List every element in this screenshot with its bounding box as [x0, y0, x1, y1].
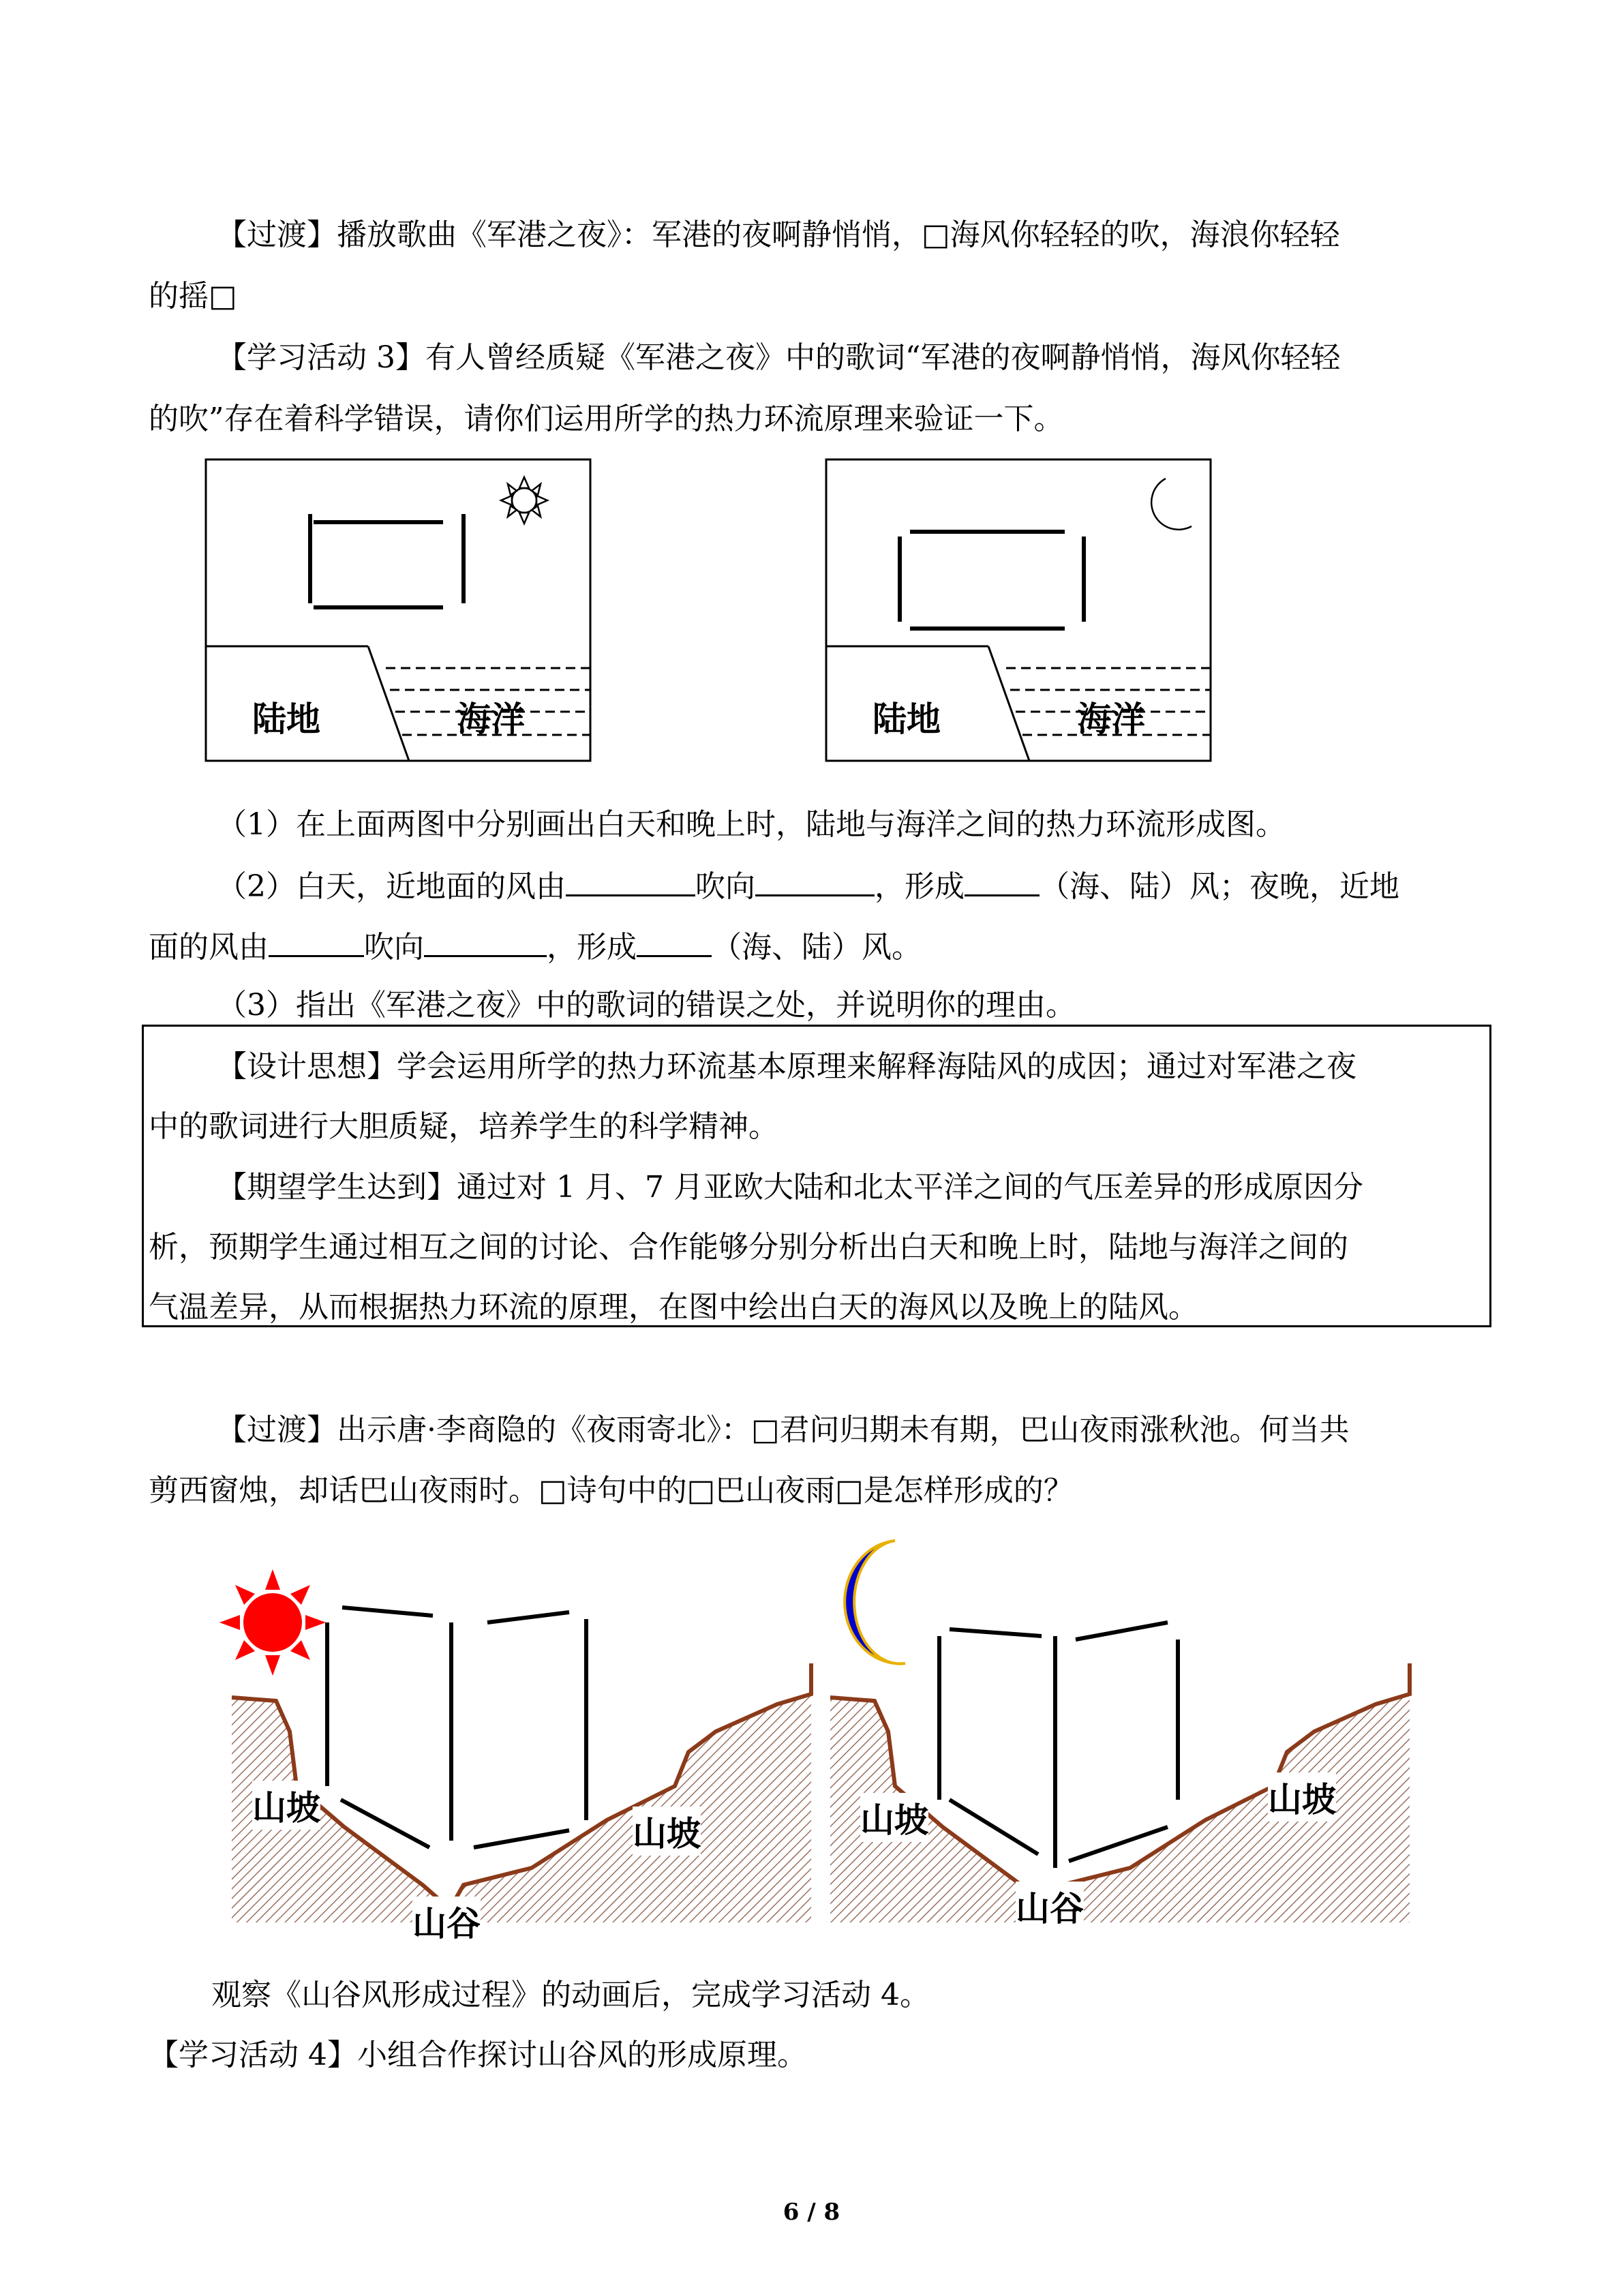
day-valley-panel	[219, 1569, 811, 1922]
night-valley-panel	[830, 1541, 1410, 1922]
question-2-line1	[217, 864, 1399, 907]
question-1: （1）在上面两图中分别画出白天和晚上时，陆地与海洋之间的热力环流形成图。	[217, 807, 1286, 842]
land-sea-diagram	[204, 458, 1213, 765]
slope-label: 山坡	[860, 1793, 928, 1842]
transition-para-line: 剪西窗烛，却话巴山夜雨时。□诗句中的□巴山夜雨□是怎样形成的？	[149, 1473, 1074, 1508]
answer-blank[interactable]	[755, 864, 875, 896]
transition-para-line: 【过渡】播放歌曲《军港之夜》：军港的夜啊静悄悄，□海风你轻轻的吹，海浪你轻轻	[217, 217, 1340, 252]
slope-label: 山坡	[633, 1807, 701, 1856]
sea-label: 海洋	[457, 699, 525, 739]
question-text: （海、陆）风；夜晚，近地	[1040, 869, 1399, 904]
valley-label: 山谷	[1016, 1882, 1084, 1931]
moon-icon	[1151, 479, 1192, 530]
question-text: 吹向	[364, 930, 424, 965]
slope-label: 山坡	[252, 1781, 320, 1830]
question-text: ，形成	[875, 869, 965, 904]
design-box-line: 【期望学生达到】通过对 1 月、7 月亚欧大陆和北太平洋之间的气压差异的形成原因分	[217, 1170, 1363, 1205]
question-text: ，形成	[547, 930, 637, 965]
sun-icon	[219, 1569, 326, 1676]
sun-icon	[501, 477, 547, 524]
transition-para-line: 【过渡】出示唐·李商隐的《夜雨寄北》：□君问归期未有期，巴山夜雨涨秋池。何当共	[217, 1413, 1350, 1447]
observe-para: 观察《山谷风形成过程》的动画后，完成学习活动 4。	[211, 1978, 930, 2012]
activity3-para-line: 的吹”存在着科学错误，请你们运用所学的热力环流原理来验证一下。	[149, 402, 1064, 436]
answer-blank[interactable]	[965, 864, 1040, 896]
land-label: 陆地	[252, 699, 320, 739]
design-box-line: 【设计思想】学会运用所学的热力环流基本原理来解释海陆风的成因；通过对军港之夜	[217, 1049, 1356, 1084]
activity3-para-line: 【学习活动 3】有人曾经质疑《军港之夜》中的歌词“军港的夜啊静悄悄，海风你轻轻	[217, 340, 1341, 375]
question-text: 吹向	[695, 869, 755, 904]
question-2-line2	[149, 925, 922, 968]
land-label: 陆地	[873, 699, 941, 739]
transition-para-line: 的摇□	[149, 279, 237, 314]
answer-blank[interactable]	[269, 925, 364, 957]
question-3: （3）指出《军港之夜》中的歌词的错误之处，并说明你的理由。	[217, 988, 1076, 1023]
answer-blank[interactable]	[637, 925, 712, 957]
answer-blank[interactable]	[566, 864, 695, 896]
sea-label: 海洋	[1077, 699, 1145, 739]
valley-label: 山谷	[412, 1897, 481, 1946]
answer-blank[interactable]	[424, 925, 547, 957]
question-text: 面的风由	[149, 930, 269, 965]
design-box-line: 析，预期学生通过相互之间的讨论、合作能够分别分析出白天和晚上时，陆地与海洋之间的	[149, 1230, 1348, 1265]
design-box-line: 气温差异，从而根据热力环流的原理，在图中绘出白天的海风以及晚上的陆风。	[149, 1290, 1198, 1325]
slope-label: 山坡	[1268, 1772, 1336, 1822]
moon-icon	[845, 1541, 905, 1664]
question-text: （2）白天，近地面的风由	[217, 869, 566, 904]
activity4-para: 【学习活动 4】小组合作探讨山谷风的形成原理。	[149, 2038, 807, 2072]
design-box-line: 中的歌词进行大胆质疑，培养学生的科学精神。	[149, 1109, 778, 1144]
page-number: 6 / 8	[783, 2199, 840, 2226]
mountain-valley-diagram	[198, 1527, 1438, 1929]
question-text: （海、陆）风。	[712, 930, 922, 965]
